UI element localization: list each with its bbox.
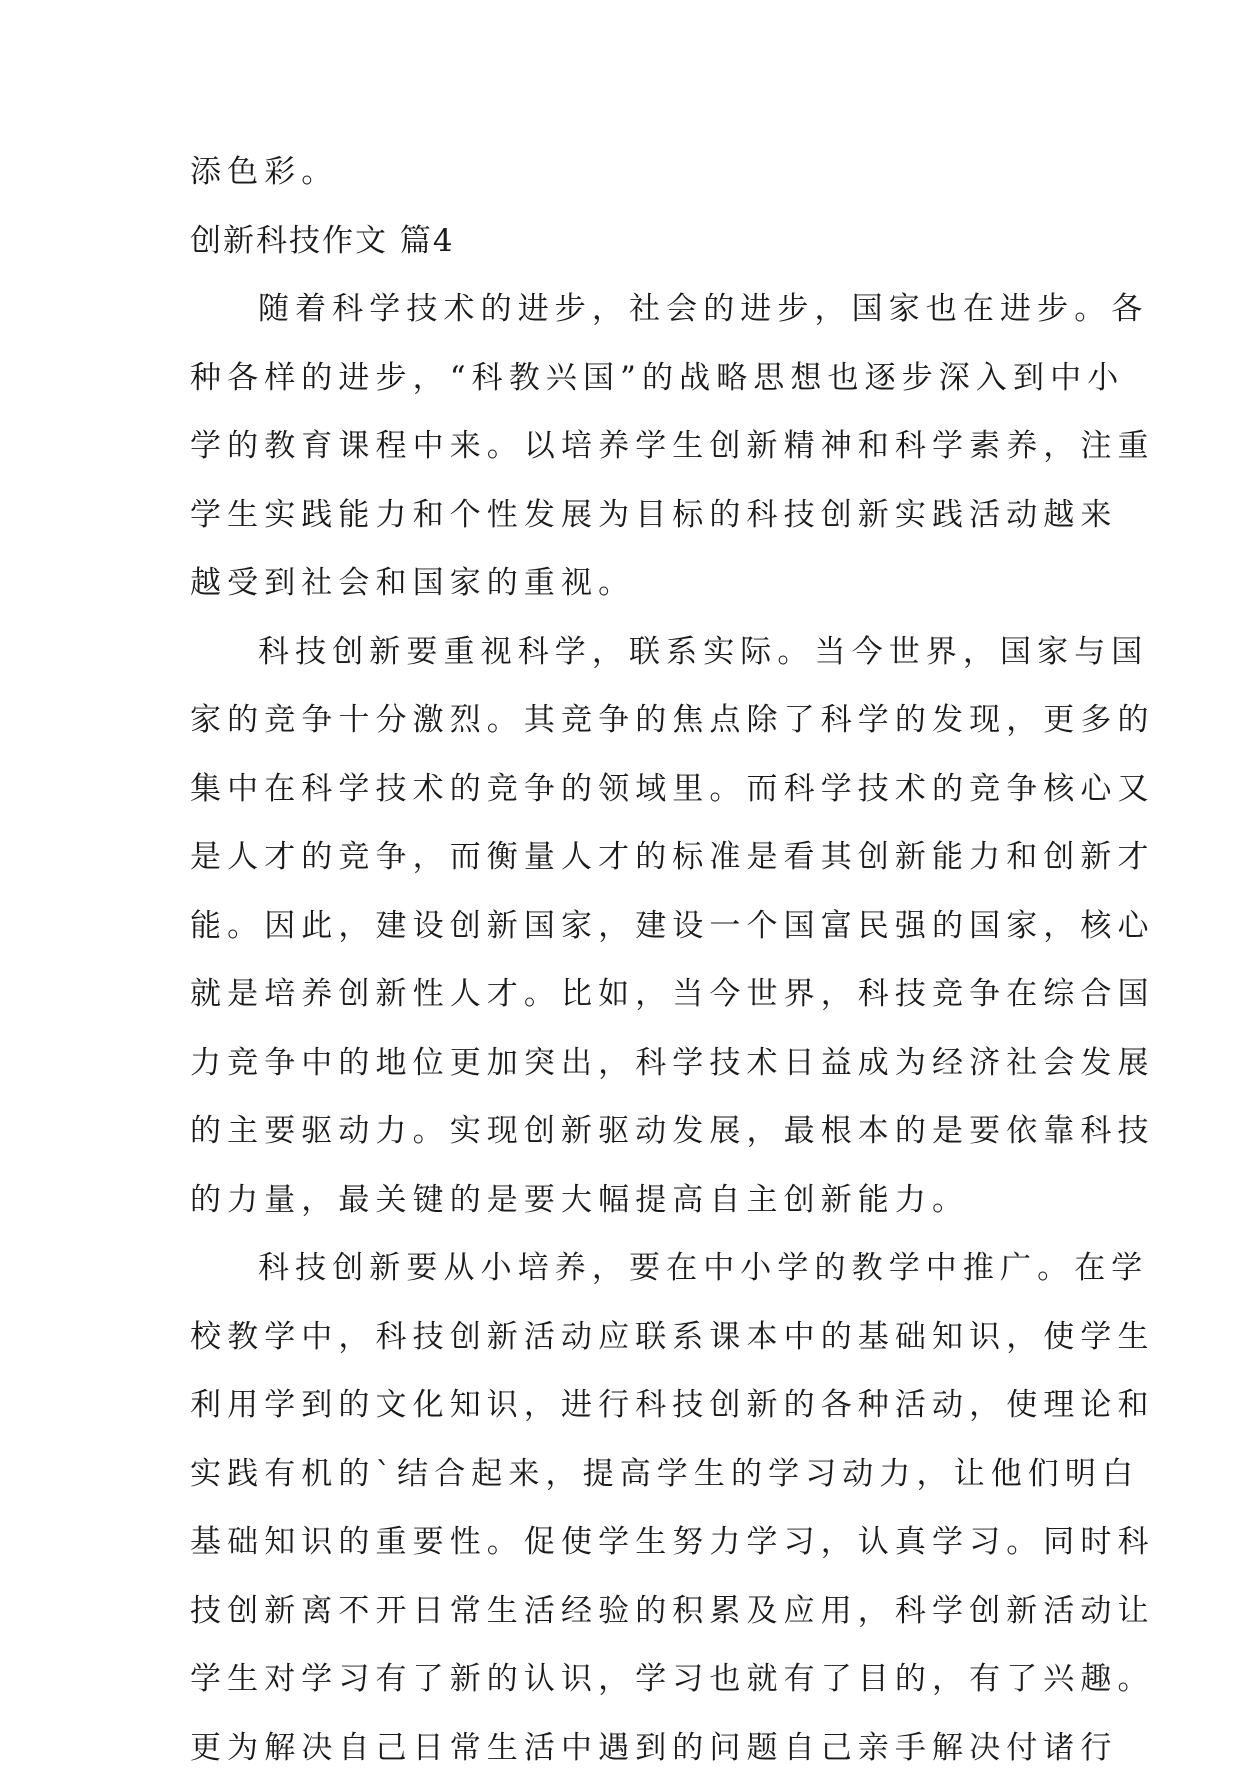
paragraph-2-line-8: 的主要驱动力。实现创新驱动发展，最根本的是要依靠科技 (190, 1113, 1155, 1149)
paragraph-2-line-9: 的力量，最关键的是要大幅提高自主创新能力。 (190, 1182, 970, 1218)
paragraph-2-line-6: 就是培养创新性人才。比如，当今世界，科技竞争在综合国 (190, 976, 1155, 1012)
paragraph-2-line-4: 是人才的竞争，而衡量人才的标准是看其创新能力和创新才 (190, 839, 1155, 875)
paragraph-1-line-5: 越受到社会和国家的重视。 (190, 565, 636, 601)
paragraph-1-line-1: 随着科学技术的进步，社会的进步，国家也在进步。各 (258, 291, 1149, 327)
paragraph-3-line-5: 基础知识的重要性。促使学生努力学习，认真学习。同时科 (190, 1524, 1155, 1560)
paragraph-2-line-5: 能。因此，建设创新国家，建设一个国富民强的国家，核心 (190, 908, 1155, 944)
paragraph-continuation-line: 添色彩。 (190, 154, 339, 190)
section-heading: 创新科技作文 篇4 (190, 223, 455, 259)
paragraph-2-line-2: 家的竞争十分激烈。其竞争的焦点除了科学的发现，更多的 (190, 702, 1155, 738)
paragraph-1-line-2: 种各样的进步，“科教兴国”的战略思想也逐步深入到中小 (190, 360, 1125, 396)
paragraph-1-line-3: 学的教育课程中来。以培养学生创新精神和科学素养，注重 (190, 428, 1155, 464)
paragraph-2-line-3: 集中在科学技术的竞争的领域里。而科学技术的竞争核心又 (190, 771, 1155, 807)
paragraph-2-line-7: 力竞争中的地位更加突出，科学技术日益成为经济社会发展 (190, 1045, 1155, 1081)
paragraph-3-line-6: 技创新离不开日常生活经验的积累及应用，科学创新活动让 (190, 1593, 1155, 1629)
paragraph-3-line-3: 利用学到的文化知识，进行科技创新的各种活动，使理论和 (190, 1387, 1155, 1423)
paragraph-3-line-7: 学生对学习有了新的认识，学习也就有了目的，有了兴趣。 (190, 1661, 1155, 1697)
paragraph-1-line-4: 学生实践能力和个性发展为目标的科技创新实践活动越来 (190, 497, 1118, 533)
paragraph-2-line-1: 科技创新要重视科学，联系实际。当今世界，国家与国 (258, 634, 1149, 670)
paragraph-3-line-8: 更为解决自己日常生活中遇到的问题自己亲手解决付诸行 (190, 1730, 1118, 1766)
paragraph-3-line-2: 校教学中，科技创新活动应联系课本中的基础知识，使学生 (190, 1319, 1155, 1355)
paragraph-3-line-1: 科技创新要从小培养，要在中小学的教学中推广。在学 (258, 1250, 1149, 1286)
paragraph-3-line-4: 实践有机的`结合起来，提高学生的学习动力，让他们明白 (190, 1456, 1140, 1492)
